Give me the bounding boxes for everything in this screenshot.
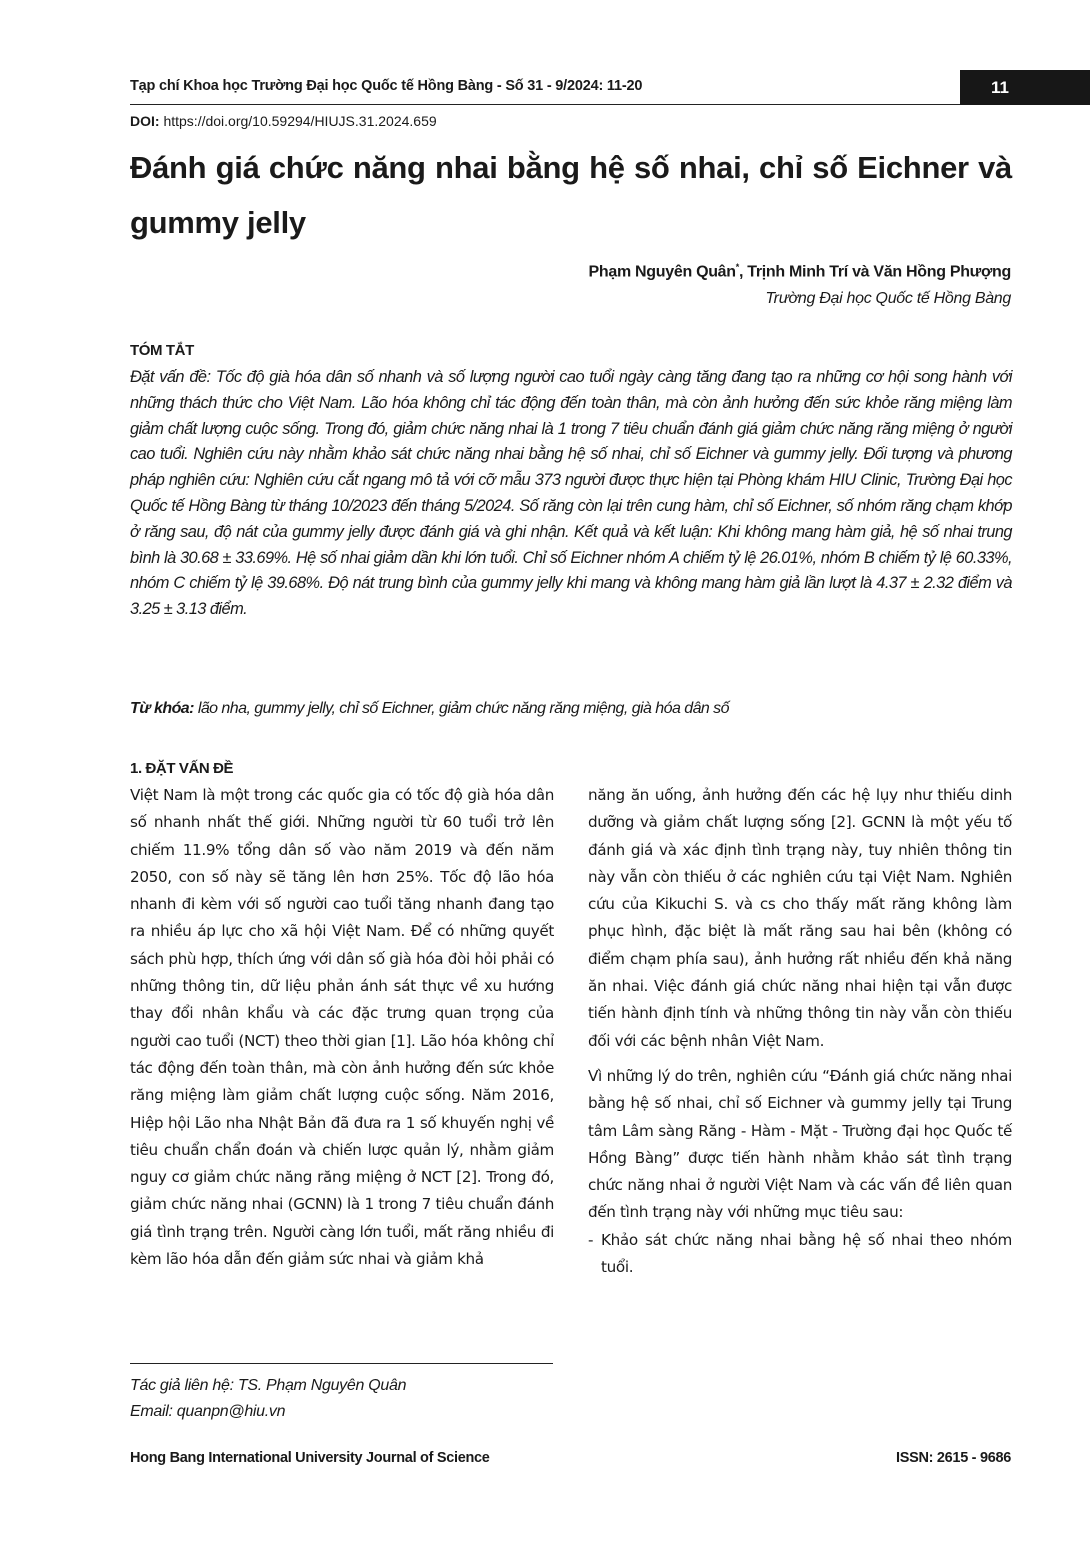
corresponding-author-note: Tác giả liên hệ: TS. Phạm Nguyên Quân [130,1377,407,1394]
header-divider [130,104,960,105]
footnote-divider [130,1363,553,1364]
journal-header-title: Tạp chí Khoa học Trường Đại học Quốc tế Hồng Bàng - Số 31 - 9/2024: 11-20 [130,78,643,94]
corresponding-author: Phạm Nguyên Quân [588,263,736,281]
keywords-line [130,700,1012,718]
keywords-list: lão nha, gummy jelly, chỉ số Eichner, giảm chức năng răng miệng, già hóa dân số [193,700,729,717]
footer-journal-name: Hong Bang International University Journal of Science [130,1450,490,1466]
co-authors: , Trịnh Minh Trí và Văn Hồng Phượng [738,263,1011,281]
author-affiliation: Trường Đại học Quốc tế Hồng Bàng [765,290,1011,307]
footnote [130,1373,406,1425]
doi-link[interactable]: https://doi.org/10.59294/HIUJS.31.2024.659 [159,113,437,129]
doi-label: DOI: [130,113,160,129]
right-column [588,782,1012,1281]
section-heading-introduction: 1. ĐẶT VẤN ĐỀ [130,760,234,777]
list-dash-marker: - [588,1230,594,1249]
author-list [589,262,1011,281]
corresponding-author-marker: * [735,262,739,272]
body-paragraph: Vì những lý do trên, nghiên cứu “Đánh giá chức năng nhai bằng hệ số nhai, chỉ số Eichner và gummy jelly tại Trung tâm Lâm sàng Răng - Hàm - Mặt - Trường đại học Quốc tế Hồng Bàng” được tiến hành nhằm khảo sát tình trạng chức năng nhai ở người Việt Nam và các vấn đề liên quan đến tình trạng này với những mục tiêu sau: [588,1066,1012,1222]
article-title: Đánh giá chức năng nhai bằng hệ số nhai, chỉ số Eichner và gummy jelly [130,150,1012,240]
abstract-heading: TÓM TẮT [130,342,194,359]
page-number: 11 [991,77,1009,97]
abstract-body: Đặt vấn đề: Tốc độ già hóa dân số nhanh và số lượng người cao tuổi ngày càng tăng đang tạo ra những cơ hội song hành với những thách thức cho Việt Nam. Lão hóa không chỉ tác động đến toàn thân, mà còn ảnh hưởng đến sức khỏe răng miệng làm giảm chất lượng cuộc sống. Trong đó, giảm chức năng nhai là 1 trong 7 tiêu chuẩn đánh giá giảm chức năng răng miệng ở người cao tuổi. Nghiên cứu này nhằm khảo sát chức năng nhai bằng hệ số nhai, chỉ số Eichner và gummy jelly. Đối tượng và phương pháp nghiên cứu: Nghiên cứu cắt ngang mô tả với cỡ mẫu 373 người được thực hiện tại Phòng khám HIU Clinic, Trường Đại học Quốc tế Hồng Bàng từ tháng 10/2023 đến tháng 5/2024. Số răng còn lại trên cung hàm, chỉ số Eichner, số nhóm răng chạm khớp ở răng sau, độ nát của gummy jelly được đánh giá và ghi nhận. Kết quả và kết luận: Khi không mang hàm giả, hệ số nhai trung bình là 30.68 ± 33.69%. Hệ số nhai giảm dần khi lớn tuổi. Chỉ số Eichner nhóm A chiếm tỷ lệ 26.01%, nhóm B chiếm tỷ lệ 60.33%, nhóm C chiếm tỷ lệ 39.68%. Độ nát trung bình của gummy jelly khi mang và không mang hàm giả lần lượt là 4.37 ± 2.32 điểm và 3.25 ± 3.13 điểm. [130,368,1012,619]
left-column [130,782,554,1273]
doi-line [130,113,437,129]
body-paragraph: năng ăn uống, ảnh hưởng đến các hệ lụy như thiếu dinh dưỡng và giảm chất lượng sống [2]. GCNN là một yếu tố đánh giá và xác định tình trạng này, tuy nhiên thông tin này vẫn còn thiếu ở các nghiên cứu tại Việt Nam. Nghiên cứu của Kikuchi S. và cs cho thấy mất răng không làm phục hình, đặc biệt là mất răng sau hai bên (không có điểm chạm phía sau), ảnh hưởng rất nhiều đến khả năng ăn nhai. Việc đánh giá chức năng nhai hiện tại vẫn được tiến hành định tính và những thông tin này vẫn còn thiếu đối với các bệnh nhân Việt Nam. [588,786,1012,1050]
footer-issn: ISSN: 2615 - 9686 [896,1450,1011,1466]
body-paragraph: Việt Nam là một trong các quốc gia có tốc độ già hóa dân số nhanh nhất thế giới. Những người từ 60 tuổi trở lên chiếm 11.9% tổng dân số vào năm 2019 và đến năm 2050, con số này sẽ tăng lên hơn 25%. Tốc độ lão hóa nhanh đi kèm với số người cao tuổi tăng nhanh đang tạo ra nhiều áp lực cho xã hội Việt Nam. Để có những quyết sách phù hợp, thích ứng với dân số già hóa đòi hỏi phải có những thông tin, dữ liệu phản ánh sát thực về xu hướng thay đổi nhân khẩu và các đặc trưng quan trọng của người cao tuổi (NCT) theo thời gian [1]. Lão hóa không chỉ tác động đến toàn thân, mà còn ảnh hưởng đến sức khỏe răng miệng làm giảm chất lượng cuộc sống. Năm 2016, Hiệp hội Lão nha Nhật Bản đã đưa ra 1 số khuyến nghị về tiêu chuẩn chẩn đoán và chiến lược quản lý, nhằm giảm nguy cơ giảm chức năng răng miệng ở NCT [2]. Trong đó, giảm chức năng nhai (GCNN) là 1 trong 7 tiêu chuẩn đánh giá tình trạng trên. Người càng lớn tuổi, mất răng nhiều đi kèm lão hóa dẫn đến giảm sức nhai và giảm khả [130,786,554,1269]
objective-text: Khảo sát chức năng nhai bằng hệ số nhai theo nhóm tuổi. [601,1230,1012,1277]
keywords-label: Từ khóa: [130,700,194,717]
page-number-badge [960,70,1090,105]
author-email[interactable]: Email: quanpn@hiu.vn [130,1403,286,1420]
objective-list-item [588,1227,1012,1282]
